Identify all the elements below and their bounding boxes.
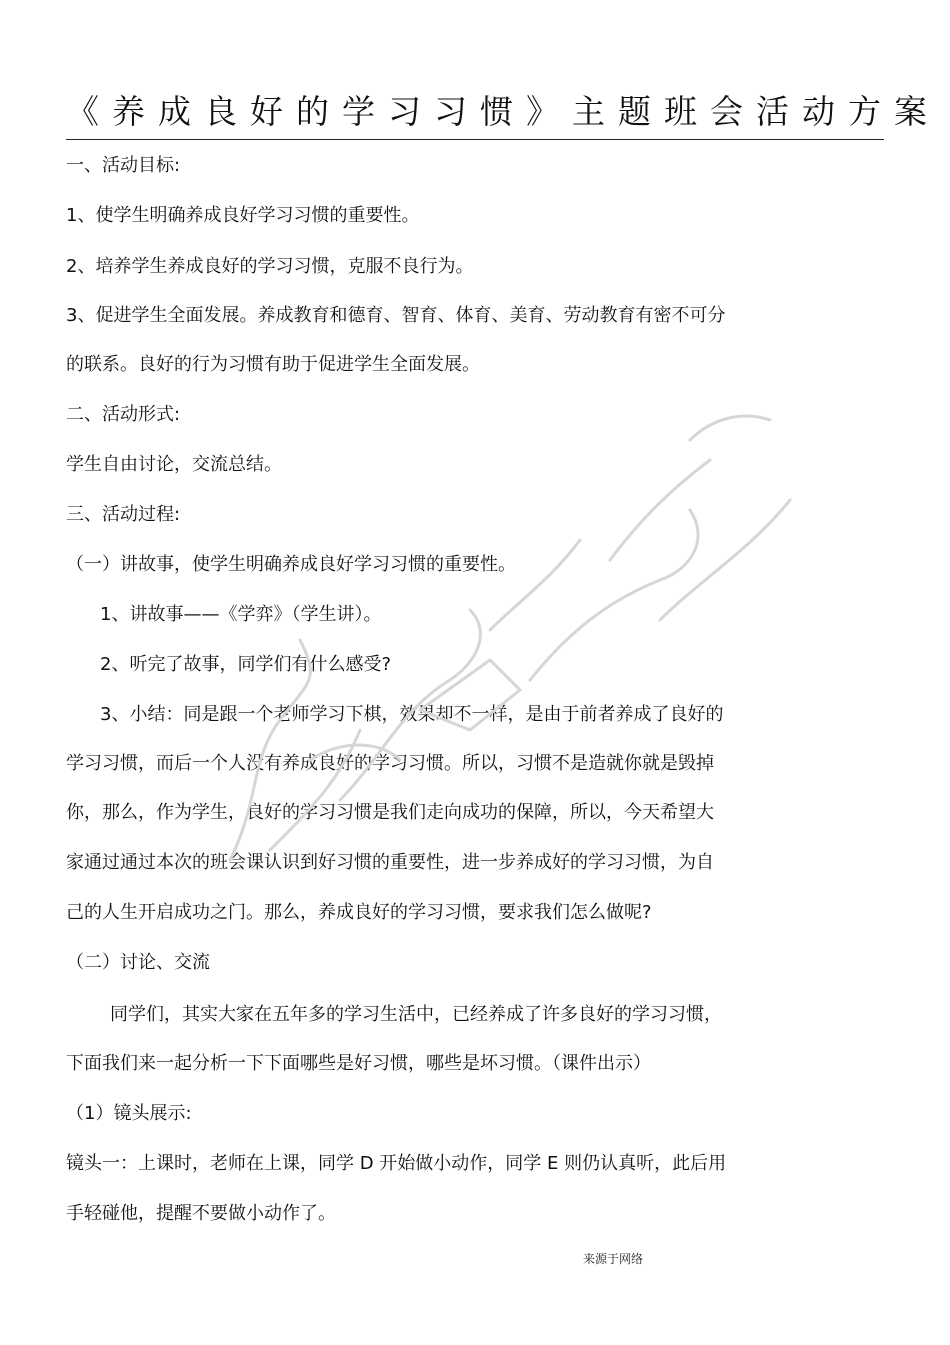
paragraph-line: 2、培养学生养成良好的学习习惯，克服不良行为。 [66,256,474,277]
section-heading: 三、活动过程: [66,504,181,525]
section-heading: 二、活动形式: [66,404,181,425]
paragraph-line: 的联系。良好的行为习惯有助于促进学生全面发展。 [66,354,480,375]
paragraph-line: 家通过通过本次的班会课认识到好习惯的重要性，进一步养成好的学习习惯，为自 [66,852,714,873]
subsection-heading: （一）讲故事，使学生明确养成良好学习习惯的重要性。 [66,554,516,575]
paragraph-line: 同学们，其实大家在五年多的学习生活中，已经养成了许多良好的学习习惯， [110,1004,722,1025]
paragraph-line: 学生自由讨论，交流总结。 [66,454,282,475]
paragraph-line: 下面我们来一起分析一下下面哪些是好习惯，哪些是坏习惯。（课件出示） [66,1053,651,1074]
subsection-heading: （1）镜头展示: [66,1103,192,1124]
document-title: 《养成良好的学习习惯》主题班会活动方案 [66,92,940,131]
subsection-heading: （二）讨论、交流 [66,952,210,973]
paragraph-line: 3、促进学生全面发展。养成教育和德育、智育、体育、美育、劳动教育有密不可分 [66,305,726,326]
paragraph-line: 3、小结：同是跟一个老师学习下棋，效果却不一样，是由于前者养成了良好的 [100,704,724,725]
title-underline [66,139,884,140]
page-footer: 来源于网络 [583,1252,644,1266]
paragraph-line: 1、使学生明确养成良好学习习惯的重要性。 [66,205,420,226]
paragraph-line: 1、讲故事——《学弈》（学生讲）。 [100,604,382,625]
section-heading: 一、活动目标: [66,155,181,176]
paragraph-line: 手轻碰他，提醒不要做小动作了。 [66,1203,336,1224]
paragraph-line: 你，那么，作为学生，良好的学习习惯是我们走向成功的保障，所以，今天希望大 [66,802,714,823]
paragraph-line: 学习习惯，而后一个人没有养成良好的学习习惯。所以，习惯不是造就你就是毁掉 [66,753,714,774]
paragraph-line: 镜头一：上课时，老师在上课，同学 D 开始做小动作，同学 E 则仍认真听，此后用 [66,1153,727,1174]
paragraph-line: 己的人生开启成功之门。那么，养成良好的学习习惯，要求我们怎么做呢? [66,902,652,923]
paragraph-line: 2、听完了故事，同学们有什么感受? [100,654,392,675]
